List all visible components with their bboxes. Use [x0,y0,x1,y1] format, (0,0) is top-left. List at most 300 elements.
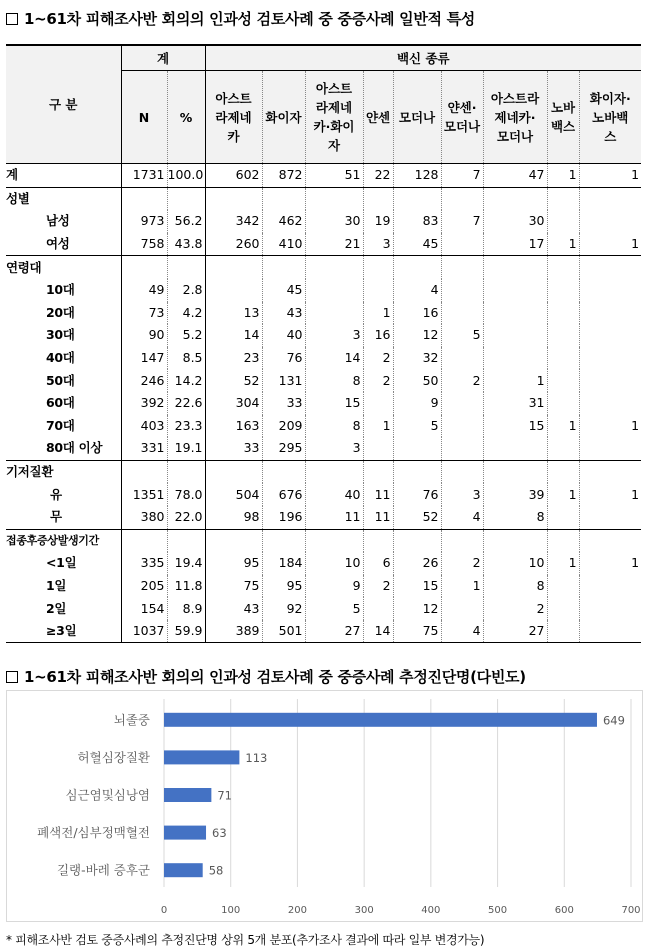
table-cell [547,187,579,210]
table-cell [363,437,393,460]
table-cell: 3 [305,437,363,460]
row-label: 접종후증상발생기간 [6,529,121,552]
table-cell: 504 [205,483,262,506]
x-tick-label: 600 [554,905,574,916]
table-cell [363,460,393,483]
table-cell: 92 [262,597,305,620]
table-cell: 11 [363,483,393,506]
table-cell [393,256,441,279]
table-cell [547,575,579,598]
table-cell [483,324,547,347]
table-cell: 5.2 [167,324,205,347]
table-cell: 100.0 [167,164,205,188]
table-cell: 1 [547,415,579,438]
table-cell: 205 [121,575,167,598]
table-cell [441,460,483,483]
table-cell [547,529,579,552]
table-cell [579,210,641,233]
bar [164,826,206,840]
table-cell [167,256,205,279]
table-cell: 11.8 [167,575,205,598]
table-cell [205,187,262,210]
table-cell [121,187,167,210]
table-cell [547,620,579,643]
table-row [6,575,641,598]
table-cell [305,187,363,210]
table-cell [579,302,641,325]
row-label: 유 [50,486,62,502]
table-cell: 4 [441,506,483,529]
column-header-5: 아스트 라제네 카·화이 자 [305,71,363,164]
table-cell [441,597,483,620]
table-cell: 11 [363,506,393,529]
table-cell [547,279,579,302]
table-cell: 95 [262,575,305,598]
table-cell: 602 [205,164,262,188]
table-cell: 1 [547,552,579,575]
table-cell: 1 [483,369,547,392]
table-cell: 4 [393,279,441,302]
table-cell: 260 [205,233,262,256]
table-cell: 98 [205,506,262,529]
table-section-title: 1~61차 피해조사반 회의의 인과성 검토사례 중 중증사례 일반적 특성 [6,8,475,29]
row-label: 성별 [6,187,121,210]
table-cell [121,529,167,552]
table-cell: 2 [363,347,393,370]
table-cell [441,302,483,325]
table-cell [363,187,393,210]
column-header-11: 화이자· 노바백 스 [579,71,641,164]
table-cell [547,302,579,325]
table-cell: 95 [205,552,262,575]
table-cell: 128 [393,164,441,188]
table-cell: 31 [483,392,547,415]
table-cell [483,529,547,552]
table-cell: 14.2 [167,369,205,392]
checkbox-square-icon [6,671,18,683]
table-cell: 335 [121,552,167,575]
table-cell: 40 [305,483,363,506]
table-cell: 184 [262,552,305,575]
table-row [6,415,641,438]
table-cell [483,437,547,460]
table-cell [441,415,483,438]
table-cell: 76 [393,483,441,506]
table-row [6,552,641,575]
table-cell [441,347,483,370]
table-row [6,279,641,302]
column-header-2: % [167,71,205,164]
table-cell [483,460,547,483]
table-cell [579,437,641,460]
table-cell [262,460,305,483]
table-cell: 131 [262,369,305,392]
table-cell: 15 [393,575,441,598]
table-cell: 21 [305,233,363,256]
table-cell: 51 [305,164,363,188]
table-cell: 33 [262,392,305,415]
table-cell: 8.9 [167,597,205,620]
table-cell: 1 [363,415,393,438]
table-cell [483,347,547,370]
characteristics-table-wrap [6,44,641,643]
table-cell: 4.2 [167,302,205,325]
table-cell: 9 [393,392,441,415]
bar [164,750,239,764]
table-cell: 8 [305,369,363,392]
table-cell: 40 [262,324,305,347]
table-cell [205,256,262,279]
table-cell [305,256,363,279]
table-cell: 1351 [121,483,167,506]
table-cell: 50 [393,369,441,392]
table-cell: 2 [363,575,393,598]
table-cell: 7 [441,210,483,233]
table-cell: 47 [483,164,547,188]
table-cell [167,187,205,210]
table-cell: 14 [305,347,363,370]
table-cell [393,187,441,210]
table-cell: 9 [305,575,363,598]
bar [164,713,597,727]
table-cell [579,369,641,392]
table-cell: 3 [441,483,483,506]
table-cell: 5 [441,324,483,347]
column-header-7: 모더나 [393,71,441,164]
row-label: 10대 [46,282,75,298]
table-cell: 90 [121,324,167,347]
table-cell: 501 [262,620,305,643]
table-row [6,437,641,460]
table-cell [393,437,441,460]
table-cell: 392 [121,392,167,415]
table-cell [393,460,441,483]
header-group-total: 계 [121,45,205,71]
row-label: ≥3일 [46,623,77,639]
table-cell: 758 [121,233,167,256]
table-row [6,233,641,256]
data-label: 63 [212,826,227,841]
table-cell: 403 [121,415,167,438]
table-cell: 59.9 [167,620,205,643]
chart-section-title: 1~61차 피해조사반 회의의 인과성 검토사례 중 중증사례 추정진단명(다빈도) [6,666,526,687]
table-cell [167,529,205,552]
table-cell [483,187,547,210]
table-cell [205,460,262,483]
table-cell: 209 [262,415,305,438]
table-cell: 15 [483,415,547,438]
table-cell: 10 [483,552,547,575]
table-cell: 45 [262,279,305,302]
table-cell: 154 [121,597,167,620]
table-cell [579,460,641,483]
column-header-4: 화이자 [262,71,305,164]
row-label: 70대 [46,417,75,433]
table-cell: 22.0 [167,506,205,529]
table-cell [483,256,547,279]
table-cell: 1 [547,233,579,256]
table-cell: 43 [205,597,262,620]
table-cell: 676 [262,483,305,506]
table-cell: 8 [483,575,547,598]
table-cell: 23.3 [167,415,205,438]
x-tick-label: 100 [221,905,241,916]
x-tick-label: 200 [287,905,307,916]
table-cell [441,279,483,302]
table-row [6,597,641,620]
table-cell [305,302,363,325]
row-label: 60대 [46,395,75,411]
table-cell: 147 [121,347,167,370]
table-cell: 462 [262,210,305,233]
bar [164,788,211,802]
table-cell [441,233,483,256]
data-label: 71 [217,788,233,803]
table-cell [121,256,167,279]
data-label: 649 [602,713,625,728]
table-row [6,347,641,370]
table-cell: 7 [441,164,483,188]
table-cell: 1 [547,483,579,506]
table-cell: 1 [579,552,641,575]
table-cell [305,529,363,552]
table-cell: 2 [363,369,393,392]
table-cell: 6 [363,552,393,575]
table-cell: 2.8 [167,279,205,302]
characteristics-table [6,44,641,643]
table-cell: 389 [205,620,262,643]
table-cell [363,279,393,302]
table-cell: 27 [483,620,547,643]
table-cell [441,392,483,415]
table-cell [483,279,547,302]
table-cell: 1 [547,164,579,188]
table-cell: 56.2 [167,210,205,233]
table-cell: 73 [121,302,167,325]
table-cell: 13 [205,302,262,325]
table-cell: 16 [363,324,393,347]
table-cell [547,437,579,460]
table-cell: 19.1 [167,437,205,460]
table-cell [262,256,305,279]
table-cell: 15 [305,392,363,415]
table-cell [547,347,579,370]
table-cell: 1 [579,164,641,188]
table-cell: 52 [205,369,262,392]
table-cell [483,302,547,325]
category-label: 심근염및심낭염 [65,787,150,803]
table-row [6,392,641,415]
table-cell: 76 [262,347,305,370]
table-cell: 45 [393,233,441,256]
table-cell: 22.6 [167,392,205,415]
table-cell: 2 [483,597,547,620]
table-cell [579,256,641,279]
diagnosis-bar-chart [7,691,644,923]
row-label: <1일 [46,555,77,571]
table-cell: 27 [305,620,363,643]
table-cell [121,460,167,483]
table-cell: 8 [305,415,363,438]
table-cell: 2 [441,369,483,392]
row-label: 남성 [46,213,70,229]
row-label: 여성 [46,236,70,252]
table-cell [441,256,483,279]
table-row [6,506,641,529]
table-cell [579,597,641,620]
footnote: * 피해조사반 검토 중증사례의 추정진단명 상위 5개 분포(추가조사 결과에 따라 일부 변경가능) [6,933,485,947]
table-cell: 49 [121,279,167,302]
table-cell: 1037 [121,620,167,643]
table-cell: 1731 [121,164,167,188]
table-cell [262,529,305,552]
table-row [6,164,641,188]
row-label: 30대 [46,327,75,343]
table-cell: 8.5 [167,347,205,370]
table-row [6,369,641,392]
table-cell: 33 [205,437,262,460]
table-cell [205,279,262,302]
row-label: 80대 이상 [46,440,103,456]
table-cell: 5 [393,415,441,438]
table-cell [579,529,641,552]
table-cell [262,187,305,210]
column-header-9: 아스트라 제네카· 모더나 [483,71,547,164]
table-cell: 78.0 [167,483,205,506]
table-cell: 12 [393,324,441,347]
table-cell: 17 [483,233,547,256]
table-cell: 5 [305,597,363,620]
table-cell [363,392,393,415]
table-cell: 75 [393,620,441,643]
table-cell: 1 [363,302,393,325]
table-cell [547,392,579,415]
table-cell: 2 [441,552,483,575]
table-cell [547,256,579,279]
table-cell: 8 [483,506,547,529]
table-row [6,256,641,279]
table-cell [441,187,483,210]
table-cell [205,529,262,552]
table-cell [579,506,641,529]
table-cell: 14 [205,324,262,347]
row-label: 연령대 [6,256,121,279]
table-cell: 3 [363,233,393,256]
table-cell: 246 [121,369,167,392]
table-cell: 23 [205,347,262,370]
table-cell: 163 [205,415,262,438]
row-label: 무 [50,509,62,525]
table-cell: 872 [262,164,305,188]
table-cell: 19.4 [167,552,205,575]
table-row [6,210,641,233]
table-row [6,620,641,643]
table-cell: 75 [205,575,262,598]
table-cell [441,529,483,552]
table-cell: 39 [483,483,547,506]
table-cell: 10 [305,552,363,575]
x-tick-label: 300 [354,905,374,916]
table-row [6,460,641,483]
table-cell [547,324,579,347]
x-tick-label: 700 [621,905,641,916]
table-cell [363,256,393,279]
row-label: 40대 [46,350,75,366]
table-cell [393,529,441,552]
table-cell: 1 [579,233,641,256]
table-cell: 342 [205,210,262,233]
table-cell: 196 [262,506,305,529]
checkbox-square-icon [6,13,18,25]
table-cell: 14 [363,620,393,643]
table-cell: 973 [121,210,167,233]
table-cell: 304 [205,392,262,415]
table-cell: 43 [262,302,305,325]
table-cell [305,460,363,483]
table-cell: 4 [441,620,483,643]
table-row [6,324,641,347]
x-tick-label: 0 [160,905,168,916]
table-cell: 52 [393,506,441,529]
table-cell [547,460,579,483]
table-cell [579,279,641,302]
table-row [6,187,641,210]
table-cell [363,529,393,552]
table-cell: 30 [305,210,363,233]
table-cell: 11 [305,506,363,529]
table-cell [547,369,579,392]
row-label: 계 [6,167,18,183]
bar [164,863,203,877]
table-cell: 1 [579,415,641,438]
table-cell: 83 [393,210,441,233]
table-cell [547,506,579,529]
diagnosis-chart [6,690,643,922]
header-category: 구 분 [6,45,121,164]
table-cell: 3 [305,324,363,347]
table-cell: 26 [393,552,441,575]
header-group-vaccine: 백신 종류 [205,45,641,71]
table-cell: 16 [393,302,441,325]
column-header-10: 노바 백스 [547,71,579,164]
x-tick-label: 500 [488,905,508,916]
table-cell [579,347,641,370]
table-cell [579,324,641,347]
column-header-1: N [121,71,167,164]
table-cell [547,210,579,233]
table-cell: 1 [579,483,641,506]
category-label: 폐색전/심부정맥혈전 [37,825,150,841]
table-cell [547,597,579,620]
table-cell [579,187,641,210]
table-cell: 19 [363,210,393,233]
table-cell [579,392,641,415]
data-label: 113 [245,750,268,765]
column-header-6: 얀센 [363,71,393,164]
table-cell: 410 [262,233,305,256]
category-label: 길랭-바레 증후군 [56,862,150,878]
category-label: 뇌졸중 [113,712,150,728]
table-row [6,483,641,506]
column-header-3: 아스트 라제네 카 [205,71,262,164]
table-cell [305,279,363,302]
table-cell [167,460,205,483]
table-cell [441,437,483,460]
table-cell: 1 [441,575,483,598]
row-label: 기저질환 [6,460,121,483]
table-cell [363,597,393,620]
row-label: 50대 [46,372,75,388]
